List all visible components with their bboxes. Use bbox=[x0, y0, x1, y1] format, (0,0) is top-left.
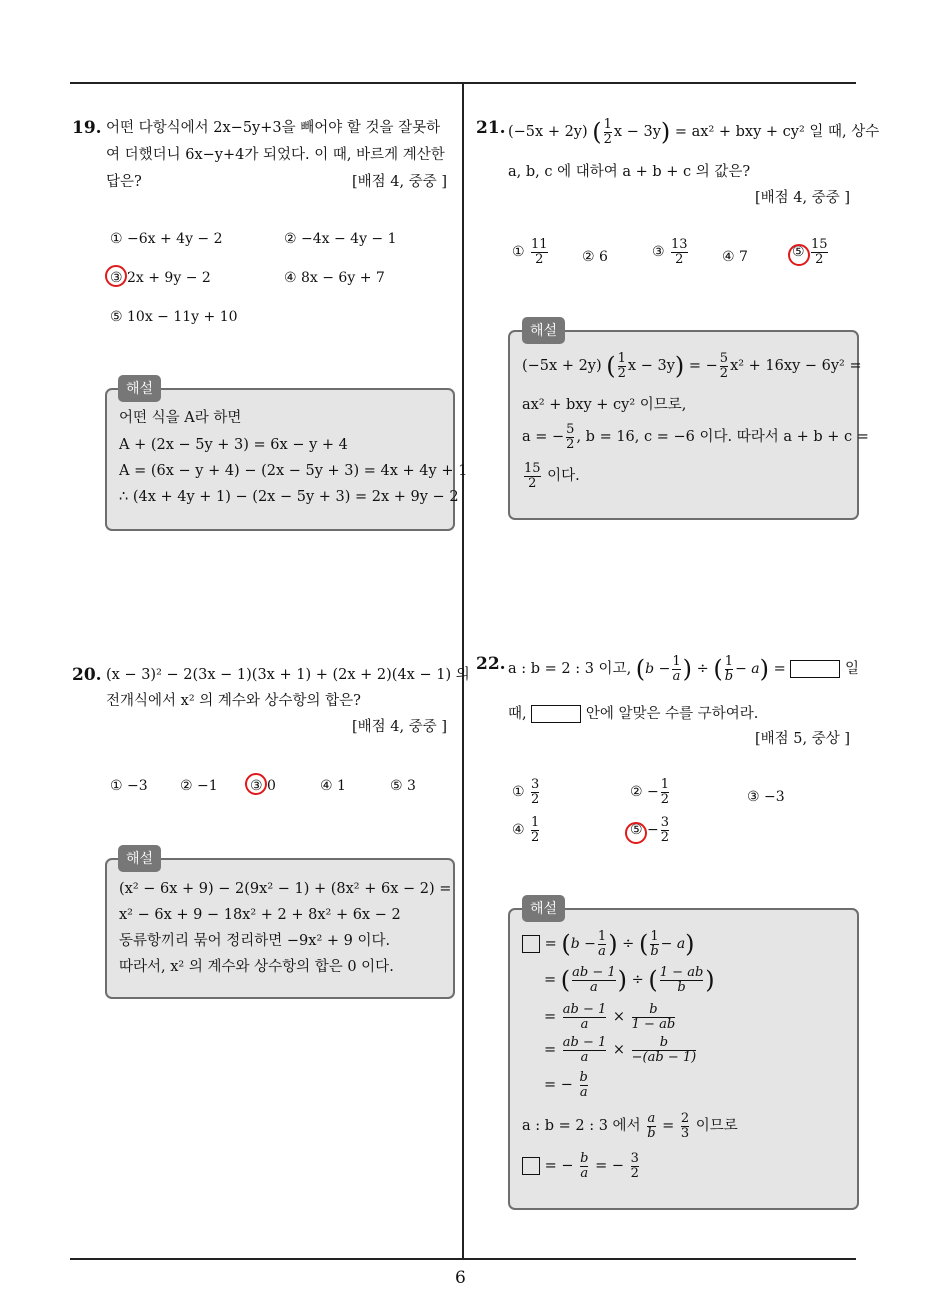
q20-sol-line1: (x² − 6x + 9) − 2(9x² − 1) + (8x² + 6x − 2) = bbox=[119, 881, 452, 897]
q20-choice-2[interactable]: ② −1 bbox=[180, 778, 218, 794]
q22-choice-1[interactable]: ① $\frac{3}{2}$ bbox=[512, 777, 540, 807]
q21-line1: (−5x + 2y) ( $\frac{1}{2}$ x − 3y) = ax² + bxy + cy² 일 때, 상수 bbox=[508, 117, 880, 147]
q21-line1-c: = ax² + bxy + cy² 일 때, 상수 bbox=[674, 124, 880, 141]
q22-choice-3[interactable]: ③ −3 bbox=[747, 789, 785, 805]
q20-sol-line2: x² − 6x + 9 − 18x² + 2 + 8x² + 6x − 2 bbox=[119, 907, 401, 923]
q20-solution-tag: 해설 bbox=[118, 845, 161, 872]
q22-sol-line2: = ( $\frac{ab - 1}{a}$ ) ÷ ( $\frac{1 - ab}{b}$ ) bbox=[544, 965, 715, 995]
q20-answer-mark bbox=[245, 773, 267, 795]
q22-sol-line6: a : b = 2 : 3 에서 $\frac{a}{b}$ = $\frac{2}{3}$ 이므로 bbox=[522, 1111, 738, 1141]
q21-number: 21. bbox=[476, 118, 506, 138]
q20-sol-line4: 따라서, x² 의 계수와 상수항의 합은 0 이다. bbox=[119, 959, 394, 975]
q22-sol-line7: = − $\frac{b}{a}$ = − $\frac{3}{2}$ bbox=[522, 1152, 641, 1180]
q21-choice-3[interactable]: ③ $\frac{13}{2}$ bbox=[652, 237, 688, 267]
q20-solution-box bbox=[105, 858, 455, 999]
q22-sol-line5: = − $\frac{b}{a}$ bbox=[544, 1070, 588, 1100]
q21-line1-a: (−5x + 2y) bbox=[508, 124, 588, 141]
q19-score: [배점 4, 중중 ] bbox=[352, 174, 448, 190]
q20-choice-4[interactable]: ④ 1 bbox=[320, 778, 346, 794]
q21-sol-line4: $\frac{15}{2}$ 이다. bbox=[524, 461, 580, 491]
q19-sol-line3: A = (6x − y + 4) − (2x − 5y + 3) = 4x + 4y + 1 bbox=[119, 463, 468, 479]
q21-frac-half: $\frac{1}{2}$ bbox=[603, 117, 612, 147]
q21-sol-line3: a = − $\frac{5}{2}$ , b = 16, c = −6 이다. 따라서 a + b + c = bbox=[522, 422, 869, 452]
q19-sol-line1: 어떤 식을 A라 하면 bbox=[119, 410, 242, 426]
q22-line2: 때, 안에 알맞은 수를 구하여라. bbox=[508, 706, 759, 722]
q22-sol-box-2 bbox=[522, 1157, 540, 1175]
q22-sol-line4: = $\frac{ab - 1}{a}$ × $\frac{b}{-(ab - 1)}$ bbox=[544, 1035, 697, 1065]
q22-number: 22. bbox=[476, 654, 506, 674]
q22-choice-4[interactable]: ④ $\frac{1}{2}$ bbox=[512, 815, 540, 845]
q19-choice-5[interactable]: ⑤ 10x − 11y + 10 bbox=[110, 309, 238, 325]
q19-line1: 어떤 다항식에서 2x−5y+3을 빼어야 할 것을 잘못하 bbox=[106, 120, 441, 136]
q19-solution-tag: 해설 bbox=[118, 375, 161, 402]
q20-sol-line3: 동류항끼리 묶어 정리하면 −9x² + 9 이다. bbox=[119, 933, 391, 949]
q21-score: [배점 4, 중중 ] bbox=[755, 190, 851, 206]
q21-choice-5[interactable]: ⑤ $\frac{15}{2}$ bbox=[792, 237, 828, 267]
q20-score: [배점 4, 중중 ] bbox=[352, 719, 448, 735]
q21-answer-mark bbox=[788, 244, 810, 266]
q21-sol-line1: (−5x + 2y) ( $\frac{1}{2}$ x − 3y) = − $\frac{5}{2}$ x² + 16xy − 6y² = bbox=[522, 351, 862, 381]
q20-line2: 전개식에서 x² 의 계수와 상수항의 합은? bbox=[106, 693, 361, 709]
q21-line1-b: x − 3y bbox=[613, 124, 661, 141]
q20-choice-5[interactable]: ⑤ 3 bbox=[390, 778, 416, 794]
q22-blank-1 bbox=[790, 660, 840, 678]
q19-line3: 답은? bbox=[106, 174, 142, 190]
q19-choice-2[interactable]: ② −4x − 4y − 1 bbox=[284, 231, 397, 247]
q19-number: 19. bbox=[72, 118, 102, 138]
q19-choice-1[interactable]: ① −6x + 4y − 2 bbox=[110, 231, 223, 247]
q21-choice-4[interactable]: ④ 7 bbox=[722, 249, 748, 265]
q22-choice-2[interactable]: ② − $\frac{1}{2}$ bbox=[630, 777, 670, 807]
q21-choice-1[interactable]: ① $\frac{11}{2}$ bbox=[512, 237, 548, 267]
q22-sol-line3: = $\frac{ab - 1}{a}$ × $\frac{b}{1 - ab}$ bbox=[544, 1002, 676, 1032]
q19-answer-mark bbox=[105, 265, 127, 287]
bottom-rule bbox=[70, 1258, 856, 1260]
q22-line1: a : b = 2 : 3 이고, (b − $\frac{1}{a}$ ) ÷ ( $\frac{1}{b}$ − a) = 일 bbox=[508, 654, 859, 684]
q22-answer-mark bbox=[625, 822, 647, 844]
q22-choice-5[interactable]: ⑤ − $\frac{3}{2}$ bbox=[630, 815, 670, 845]
q20-choice-3[interactable]: ③ 0 bbox=[250, 778, 276, 794]
q19-sol-line2: A + (2x − 5y + 3) = 6x − y + 4 bbox=[119, 437, 348, 453]
q21-solution-tag: 해설 bbox=[522, 317, 565, 344]
q22-sol-line1: = (b − $\frac{1}{a}$ ) ÷ ( $\frac{1}{b}$ − a) bbox=[522, 930, 695, 958]
q22-blank-2 bbox=[531, 705, 581, 723]
q22-solution-tag: 해설 bbox=[522, 895, 565, 922]
q19-sol-line4: ∴ (4x + 4y + 1) − (2x − 5y + 3) = 2x + 9y − 2 bbox=[119, 489, 459, 505]
page-number: 6 bbox=[455, 1268, 466, 1288]
q20-line1: (x − 3)² − 2(3x − 1)(3x + 1) + (2x + 2)(4x − 1) 의 bbox=[106, 667, 470, 683]
q19-choice-3[interactable]: ③ 2x + 9y − 2 bbox=[110, 270, 211, 286]
q21-sol-line2: ax² + bxy + cy² 이므로, bbox=[522, 397, 687, 413]
q19-choice-4[interactable]: ④ 8x − 6y + 7 bbox=[284, 270, 385, 286]
q22-score: [배점 5, 중상 ] bbox=[755, 731, 851, 747]
q21-choice-2[interactable]: ② 6 bbox=[582, 249, 608, 265]
q21-line2: a, b, c 에 대하여 a + b + c 의 값은? bbox=[508, 164, 751, 180]
q22-sol-box-1 bbox=[522, 935, 540, 953]
q20-choice-1[interactable]: ① −3 bbox=[110, 778, 148, 794]
q20-number: 20. bbox=[72, 665, 102, 685]
q19-line2: 여 더했더니 6x−y+4가 되었다. 이 때, 바르게 계산한 bbox=[106, 147, 445, 163]
